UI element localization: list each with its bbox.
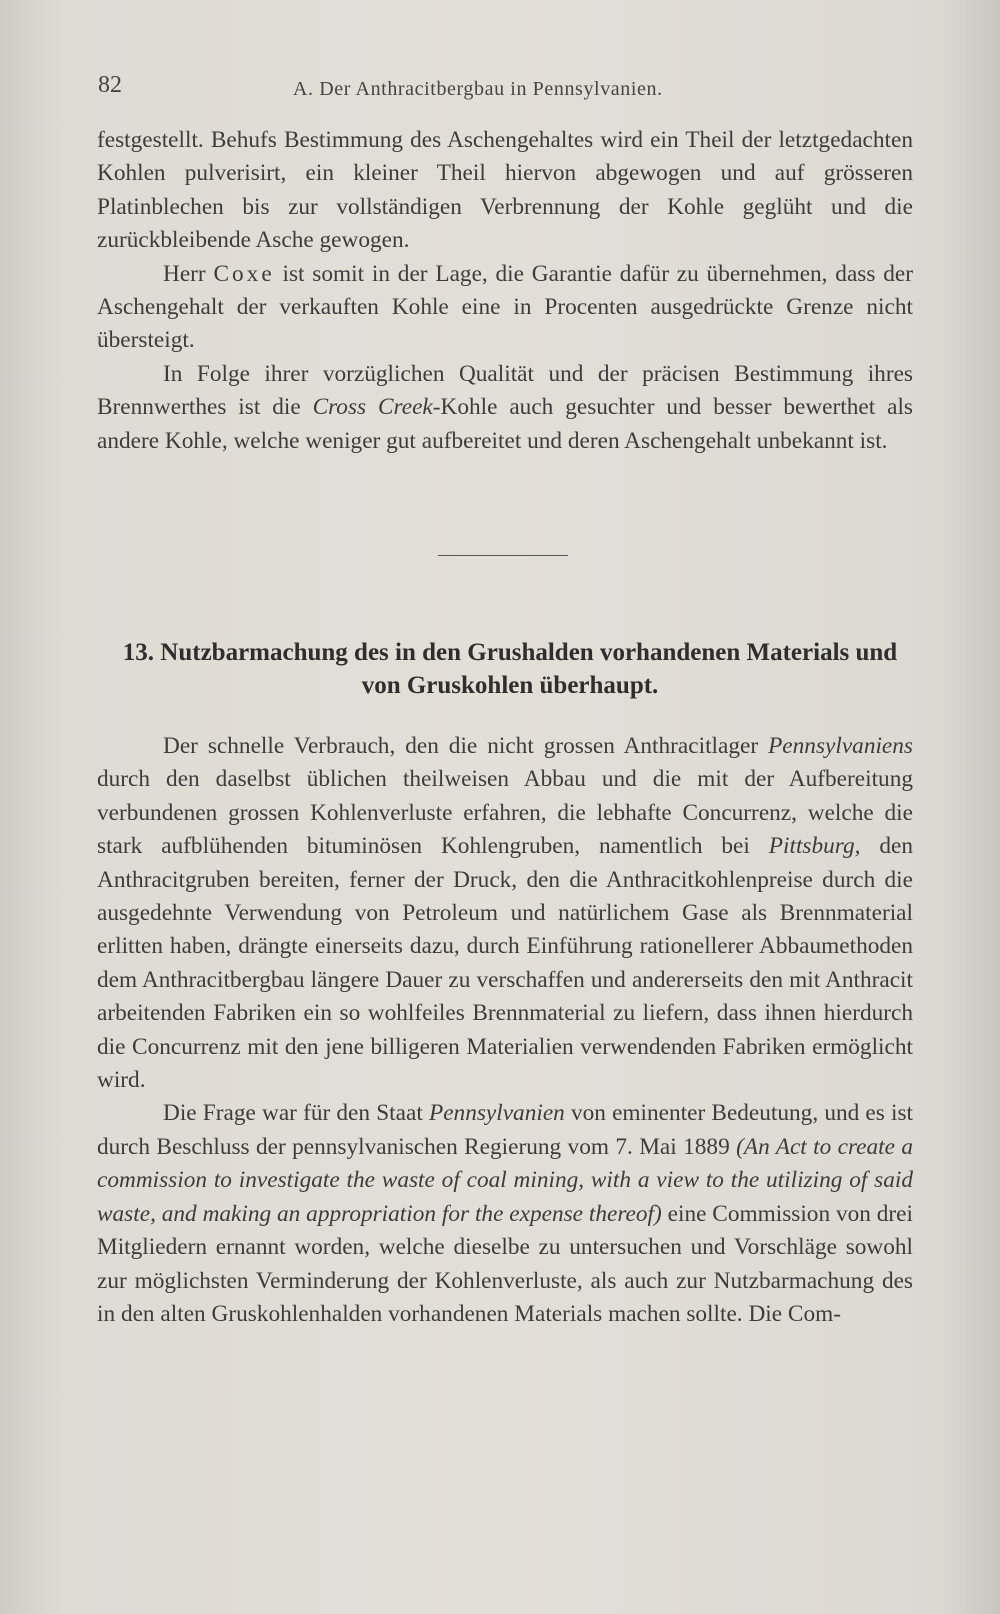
paragraph-text: festgestellt. Behufs Bestimmung des Aschengehaltes wird ein Theil der letztgedachten Kohlen pulverisirt, ein kleiner Theil hiervon abgewogen und auf grösseren Platinblechen bis zur vollständigen Verbrennung der Kohle geglüht und die zurückbleibende Asche gewogen. [97, 127, 913, 254]
page-number: 82 [98, 72, 122, 98]
paragraph-text: ist somit in der Lage, die Garantie dafür zu übernehmen, dass der Aschengehalt der verkauften Kohle eine in Procenten ausgedrückte Grenze nicht übersteigt. [97, 260, 913, 354]
page-header [98, 70, 918, 110]
paragraph-text: In Folge ihrer vorzüglichen Qualität und der präcisen Bestimmung ihres Brennwerthes ist die [97, 360, 913, 421]
paragraph-text: von eminenter Bedeutung, und es ist durch Beschluss der pennsylvanischen Regierung vom 7. Mai 1889 [97, 1100, 914, 1160]
paragraph-text: -Kohle auch gesuchter und besser bewerthet als andere Kohle, welche weniger gut aufbereitet und deren Aschengehalt unbekannt ist. [97, 394, 913, 454]
paragraph [97, 1097, 913, 1331]
paragraph-text: Der schnelle Verbrauch, den die nicht grossen Anthracitlager [163, 733, 769, 759]
paragraph [97, 124, 913, 258]
paragraph [97, 358, 913, 458]
running-head: A. Der Anthracitbergbau in Pennsylvanien. [293, 78, 663, 100]
section-divider [438, 555, 568, 556]
text-block-lower [97, 730, 913, 1331]
paragraph [97, 258, 913, 358]
paragraph-text: Herr [163, 260, 214, 287]
section-heading: 13. Nutzbarmachung des in den Grushalden vorhandenen Materials und von Gruskohlen überhaupt. [122, 639, 898, 699]
paragraph-text: den Anthracitgruben bereiten, ferner der Druck, den die Anthracitkohlenpreise durch die ausgedehnte Verwendung von Petroleum und natürlichem Gase als Brennmaterial erlitten haben, drängte einerseits dazu, durch Einführung rationellerer Abbaumethoden dem Anthracitbergbau längere Dauer zu verschaffen und andererseits den mit Anthracit arbeitenden Fabriken ein so wohlfeiles Brennmaterial zu liefern, dass ihnen hierdurch die Concurrenz mit den jene billigeren Materialien verwendenden Fabriken ermöglicht wird. [97, 833, 913, 1094]
person-name: Coxe [213, 260, 275, 287]
paragraph-text: eine Commission von drei Mitgliedern ernannt worden, welche dieselbe zu untersuchen und Vorschläge sowohl zur möglichsten Verminderung der Kohlenverluste, als auch zur Nutzbarmachung des in den alten Gruskohlenhalden vorhandenen Materials machen sollte. Die Com- [97, 1200, 913, 1327]
paragraph [97, 730, 913, 1097]
place-name: Pennsylvaniens [768, 733, 913, 759]
place-name: Pennsylvanien [428, 1100, 565, 1127]
place-name: Cross Creek [312, 394, 433, 421]
place-name: Pittsburg, [768, 833, 861, 860]
act-title: (An Act to create a commission to investigate the waste of coal mining, with a view to the utilizing of said waste, and making an appropriation for the expense thereof) [97, 1133, 914, 1227]
paragraph-text: durch den daselbst üblichen theilweisen Abbau und die mit der Aufbereitung verbundenen grossen Kohlenverluste erfahren, die lebhafte Concurrenz, welche die stark aufblühenden bituminösen Kohlengruben, namentlich bei [97, 766, 913, 860]
text-block-upper [97, 124, 913, 458]
paragraph-text: Die Frage war für den Staat [163, 1100, 429, 1127]
